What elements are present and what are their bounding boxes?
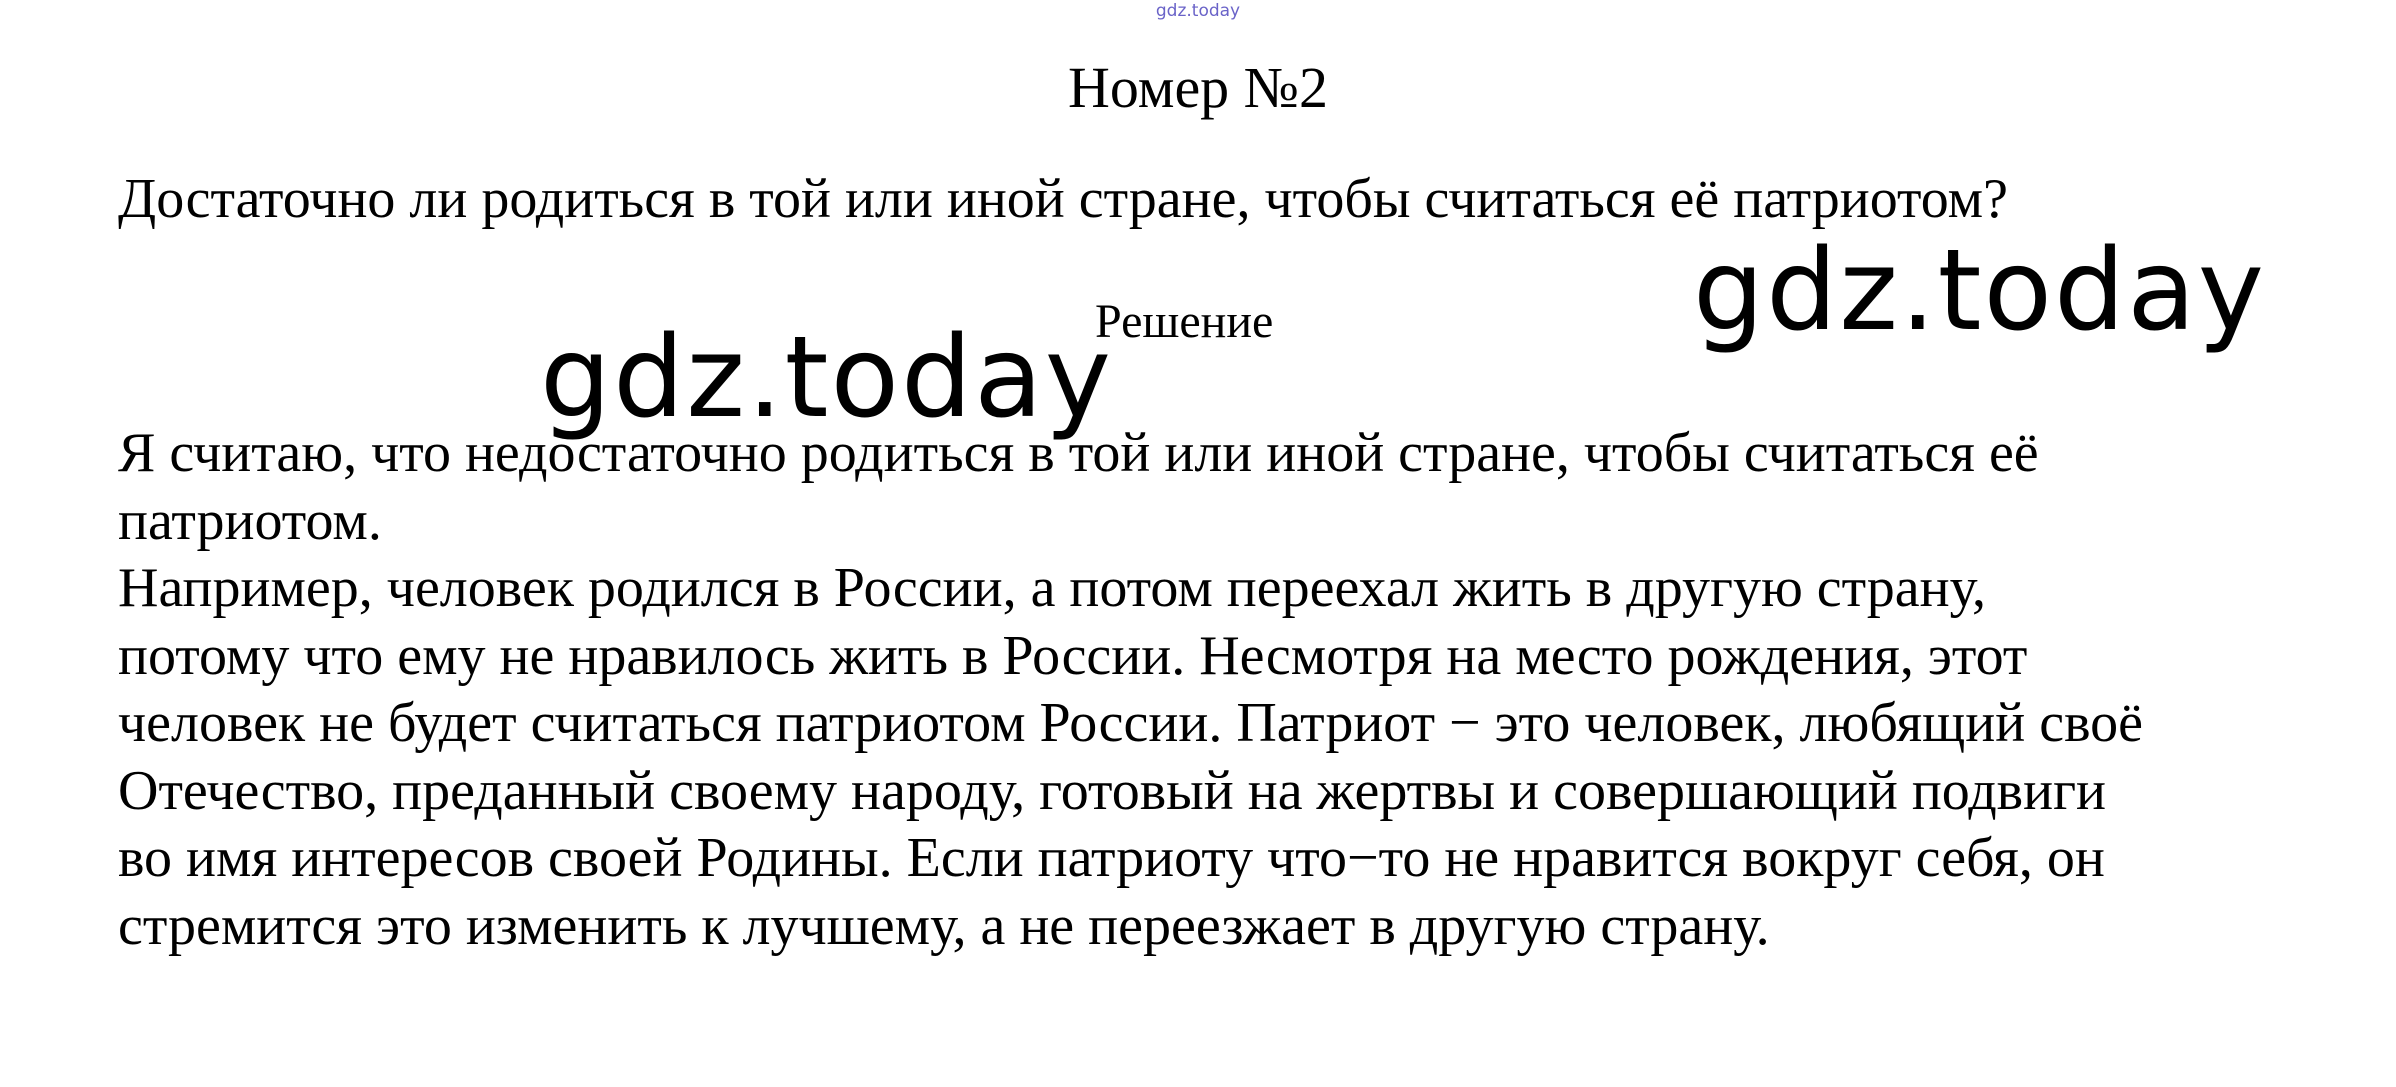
answer-line: Отечество, преданный своему народу, готовый на жертвы и совершающий подвиги xyxy=(118,759,2107,822)
site-mark: gdz.today xyxy=(1155,1,1241,21)
solution-heading: Решение xyxy=(1095,295,1274,348)
watermark-left: gdz.today xyxy=(540,313,1114,443)
answer-line: стремится это изменить к лучшему, а не переезжает в другую страну. xyxy=(118,894,1770,957)
answer-line: патриотом. xyxy=(118,489,382,552)
answer-line: во имя интересов своей Родины. Если патриоту что−то не нравится вокруг себя, он xyxy=(118,827,2105,889)
answer-body xyxy=(118,420,2348,960)
answer-line: потому что ему не нравилось жить в России. Несмотря на место рождения, этот xyxy=(118,624,2028,687)
watermark-right: gdz.today xyxy=(1693,226,2267,356)
question-text: Достаточно ли родиться в той или иной стране, чтобы считаться её патриотом? xyxy=(118,168,2008,230)
answer-line: Например, человек родился в России, а потом переехал жить в другую страну, xyxy=(118,557,1987,619)
answer-line: Я считаю, что недостаточно родиться в той или иной стране, чтобы считаться её xyxy=(118,422,2039,484)
answer-line: человек не будет считаться патриотом России. Патриот − это человек, любящий своё xyxy=(118,692,2143,754)
page-title: Номер №2 xyxy=(1067,55,1329,120)
